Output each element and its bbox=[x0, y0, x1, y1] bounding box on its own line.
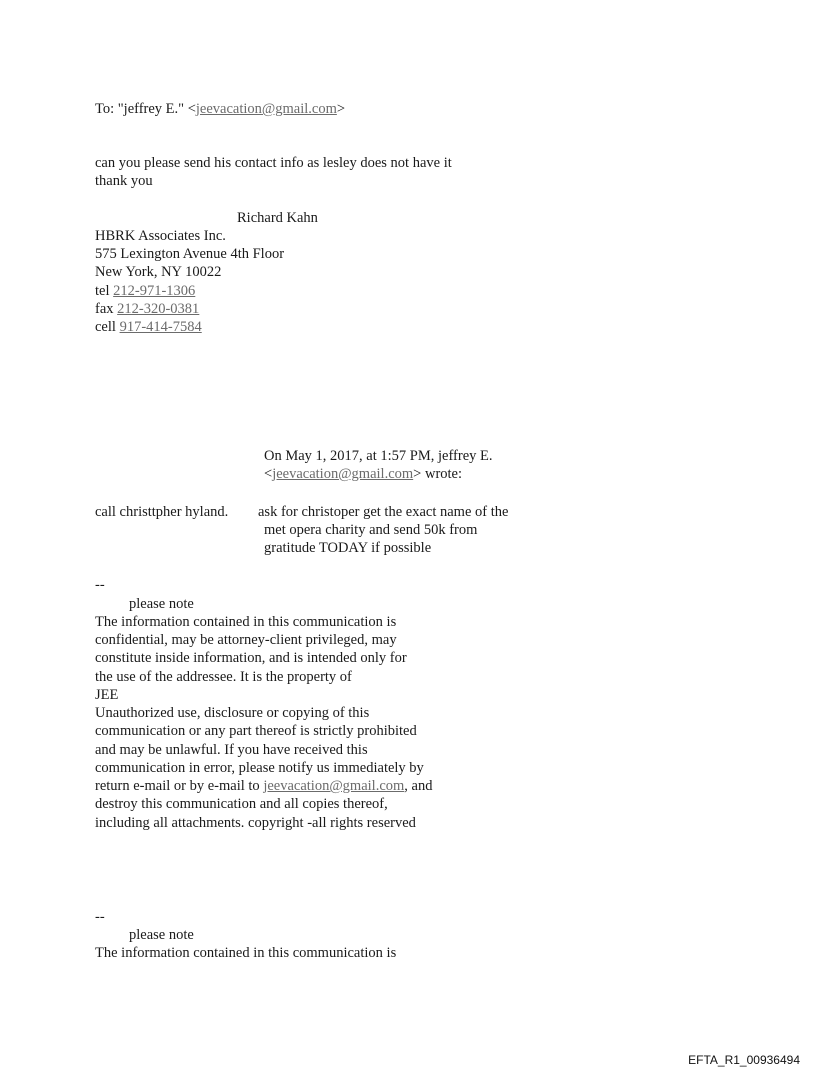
quote-line: gratitude TODAY if possible bbox=[264, 540, 432, 556]
attr-prefix: < bbox=[264, 466, 273, 482]
return-email-link[interactable]: jeevacation@gmail.com bbox=[263, 778, 405, 794]
fax-label: fax bbox=[95, 301, 118, 317]
quote-attribution: On May 1, 2017, at 1:57 PM, jeffrey E. bbox=[264, 448, 493, 464]
attr-suffix: > wrote: bbox=[413, 466, 463, 482]
disclaimer-line: and may be unlawful. If you have received this bbox=[95, 742, 368, 758]
quote-line: ask for christoper get the exact name of the bbox=[258, 504, 509, 520]
separator: -- bbox=[95, 909, 105, 925]
attr-email-link[interactable]: jeevacation@gmail.com bbox=[272, 466, 414, 482]
signature-name: Richard Kahn bbox=[237, 210, 318, 226]
return-prefix: return e-mail or by e-mail to bbox=[95, 778, 264, 794]
quote-attribution-email bbox=[264, 465, 462, 483]
cell-link[interactable]: 917-414-7584 bbox=[119, 319, 202, 335]
body-line: can you please send his contact info as lesley does not have it bbox=[95, 155, 452, 171]
cell-label: cell bbox=[95, 319, 120, 335]
disclaimer-line: The information contained in this communication is bbox=[95, 614, 397, 630]
signature-fax bbox=[95, 300, 199, 318]
quote-lead: call christtpher hyland. bbox=[95, 504, 229, 520]
disclaimer-line: destroy this communication and all copies thereof, bbox=[95, 796, 388, 812]
disclaimer-line: including all attachments. copyright -all rights reserved bbox=[95, 815, 416, 831]
fax-link[interactable]: 212-320-0381 bbox=[117, 301, 200, 317]
signature-address: 575 Lexington Avenue 4th Floor bbox=[95, 246, 285, 262]
disclaimer-line: constitute inside information, and is intended only for bbox=[95, 650, 407, 666]
disclaimer-return-line bbox=[95, 777, 432, 795]
disclaimer-line: Unauthorized use, disclosure or copying of this bbox=[95, 705, 370, 721]
disclaimer-note: please note bbox=[129, 927, 194, 943]
to-suffix: > bbox=[336, 101, 346, 117]
tel-label: tel bbox=[95, 283, 114, 299]
return-suffix: , and bbox=[404, 778, 433, 794]
tel-link[interactable]: 212-971-1306 bbox=[113, 283, 196, 299]
to-line bbox=[95, 100, 345, 118]
signature-tel bbox=[95, 282, 195, 300]
signature-company: HBRK Associates Inc. bbox=[95, 228, 226, 244]
body-line: thank you bbox=[95, 173, 153, 189]
separator: -- bbox=[95, 577, 105, 593]
to-email-link[interactable]: jeevacation@gmail.com bbox=[195, 101, 337, 117]
to-label: To: "jeffrey E." < bbox=[95, 101, 196, 117]
disclaimer-line: communication or any part thereof is strictly prohibited bbox=[95, 723, 417, 739]
disclaimer-line: confidential, may be attorney-client privileged, may bbox=[95, 632, 397, 648]
document-id: EFTA_R1_00936494 bbox=[688, 1053, 800, 1067]
quote-line: met opera charity and send 50k from bbox=[264, 522, 478, 538]
signature-cell bbox=[95, 318, 202, 336]
disclaimer-line: JEE bbox=[95, 687, 119, 703]
disclaimer-note: please note bbox=[129, 596, 194, 612]
signature-city: New York, NY 10022 bbox=[95, 264, 222, 280]
disclaimer-line: The information contained in this communication is bbox=[95, 945, 397, 961]
disclaimer-line: the use of the addressee. It is the property of bbox=[95, 669, 352, 685]
disclaimer-line: communication in error, please notify us immediately by bbox=[95, 760, 424, 776]
